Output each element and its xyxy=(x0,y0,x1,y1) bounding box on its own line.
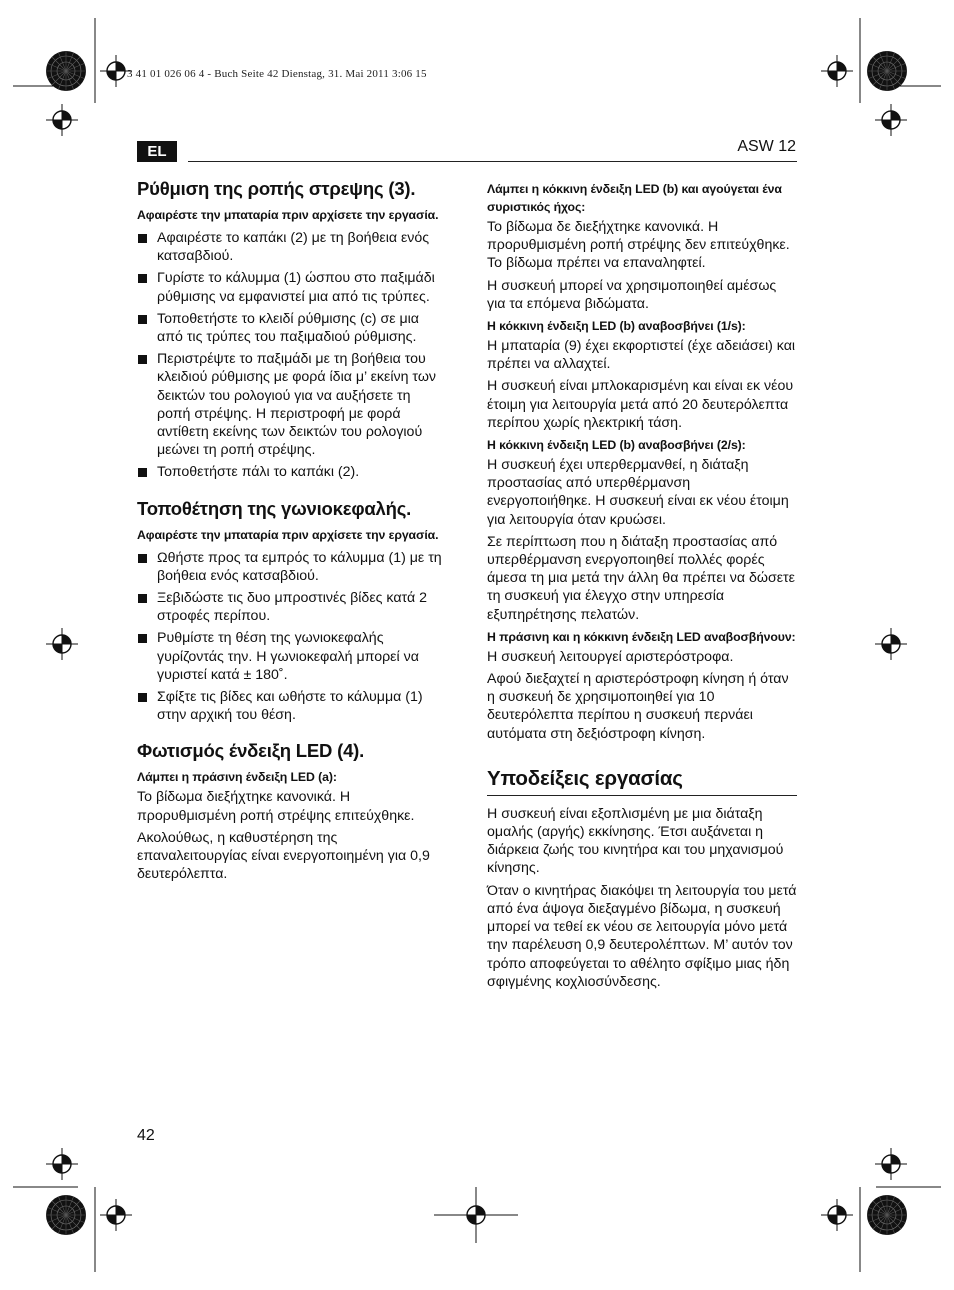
led-red-blink-1s-heading: Η κόκκινη ένδειξη LED (b) αναβοσβήνει (1/s): xyxy=(487,319,746,334)
right-column xyxy=(487,180,797,995)
paragraph: Το βίδωμα διεξήχτηκε κανονικά. Η προρυθμισμένη ροπή στρέψης επιτεύχθηκε. xyxy=(137,789,415,824)
list-item: Τοποθετήστε το κλειδί ρύθμισης (c) σε μια από τις τρύπες του παξιμαδιού ρύθμισης. xyxy=(137,310,442,346)
list-item: Τοποθετήστε πάλι το καπάκι (2). xyxy=(137,463,442,481)
section-title-angle-head: Τοποθέτηση της γωνιοκεφαλής. xyxy=(137,497,412,519)
paragraph: Η μπαταρία (9) έχει εκφορτιστεί (έχε αδειάσει) και πρέπει να αλλαχτεί. xyxy=(487,338,796,373)
section-title-led: Φωτισμός ένδειξη LED (4). xyxy=(137,740,365,762)
list-item: Ξεβιδώστε τις δυο μπροστινές βίδες κατά 2 στροφές περίπου. xyxy=(137,589,442,625)
page-number: 42 xyxy=(137,1127,155,1144)
paragraph: Αφού διεξαχτεί η αριστερόστροφη κίνηση ή όταν η συσκευή δε χρησιμοποιηθεί για 10 δευτερόλεπτα περίπου η συσκευή περνάει αυτόματα στη δεξιόστροφη κίνηση. xyxy=(487,671,789,742)
paragraph: Η συσκευή μπορεί να χρησιμοποιηθεί αμέσως για τα επόμενα βιδώματα. xyxy=(487,277,777,312)
header-rule xyxy=(188,161,797,162)
paragraph: Η συσκευή λειτουργεί αριστερόστροφα. xyxy=(487,648,734,665)
section-title-work-tips: Υποδείξεις εργασίας xyxy=(487,766,683,790)
list-item: Ωθήστε προς τα εμπρός το κάλυμμα (1) με τη βοήθεια ενός κατσαβδιού. xyxy=(137,549,442,585)
paragraph: Ακολούθως, η καθυστέρηση της επαναλειτουργίας είναι ενεργοποιημένη για 0,9 δευτερόλεπτα. xyxy=(137,829,430,883)
list-item: Σφίξτε τις βίδες και ωθήστε το κάλυμμα (1) στην αρχική του θέση. xyxy=(137,688,442,724)
led-green-heading: Λάμπει η πράσινη ένδειξη LED (a): xyxy=(137,770,337,785)
list-item: Αφαιρέστε το καπάκι (2) με τη βοήθεια ενός κατσαβδιού. xyxy=(137,229,442,265)
paragraph: Η συσκευή είναι μπλοκαρισμένη και είναι εκ νέου έτοιμη για λειτουργία μετά από 20 δευτερόλεπτα περίπου χωρίς ηλεκτρική τάση. xyxy=(487,378,794,431)
paragraph: Σε περίπτωση που η διάταξη προστασίας από υπερθέρμανση ενεργοποιηθεί πολλές φορές άμεσα τη μια μετά την άλλη θα πρέπει να δώσετε τη συσκευή για έλεγχο στην υπηρεσία εξυπηρέτησης πελατών. xyxy=(487,533,795,623)
list-item: Περιστρέψτε το παξιμάδι με τη βοήθεια του κλειδιού ρύθμισης με φορά ίδια μ’ εκείνη των δεικτών του ρολογιού για να αυξήσετε τη ροπή στρέψης. Η περιστροφή με φορά αντίθετη εκείνης των δεικτών του ρολογιού μεώνει τη ροπή στρέψης. xyxy=(137,350,442,459)
led-green-red-blink-heading: Η πράσινη και η κόκκινη ένδειξη LED αναβοσβήνουν: xyxy=(487,629,796,644)
left-column xyxy=(137,178,442,887)
list-item: Ρυθμίστε τη θέση της γωνιοκεφαλής γυρίζοντάς την. Η γωνιοκεφαλή μπορεί να γυριστεί κατά ± 180˚. xyxy=(137,629,442,684)
language-badge: EL xyxy=(137,141,177,162)
list-item: Γυρίστε το κάλυμμα (1) ώσπου στο παξιμάδι ρύθμισης να εμφανιστεί μια από τις τρύπες. xyxy=(137,269,442,305)
print-metadata-line: 3 41 01 026 06 4 - Buch Seite 42 Dienstag, 31. Mai 2011 3:06 15 xyxy=(127,68,427,80)
section-title-torque: Ρύθμιση της ροπής στρεψης (3). xyxy=(137,178,416,199)
section-rule xyxy=(487,795,797,796)
paragraph: Όταν ο κινητήρας διακόψει τη λειτουργία του μετά από ένα άψογα διεξαγμένο βίδωμα, η συσκευή μπορεί να τεθεί εκ νέου σε λειτουργία μόνο μετά την παρέλευση 0,9 δευτερολέπτων. Μ’ αυτόν τον τρόπο αποφεύγεται το αθέλητο σφίξιμο μιας ήδη σφιγμένης κοχλιοσύνδεσης. xyxy=(487,882,797,990)
battery-note: Αφαιρέστε την μπαταρία πριν αρχίσετε την εργασία. xyxy=(137,208,439,222)
registration-starburst-top-left xyxy=(46,51,86,91)
battery-note: Αφαιρέστε την μπαταρία πριν αρχίσετε την εργασία. xyxy=(137,527,439,542)
led-red-beep-heading: Λάμπει η κόκκινη ένδειξη LED (b) και αγούγεται ένα συριστικός ήχος: xyxy=(487,182,782,214)
paragraph: Η συσκευή έχει υπερθερμανθεί, η διάταξη προστασίας από υπερθέρμανση ενεργοποιήθηκε. Η συσκευή είναι εκ νέου έτοιμη για λειτουργία όταν κρυώσει. xyxy=(487,457,789,528)
paragraph: Η συσκευή είναι εξοπλισμένη με μια διάταξη ομαλής (αργής) εκκίνησης. Έτσι αυξάνεται η διάρκεια ζωής του κινητήρα και του μηχανισμού κίνησης. xyxy=(487,805,784,877)
model-label: ASW 12 xyxy=(737,138,796,155)
led-red-blink-2s-heading: Η κόκκινη ένδειξη LED (b) αναβοσβήνει (2/s): xyxy=(487,438,746,453)
paragraph: Το βίδωμα δε διεξήχτηκε κανονικά. Η προρυθμισμένη ροπή στρέψης δεν επιτεύχθηκε. Το βίδωμα πρέπει να επαναληφτεί. xyxy=(487,219,790,272)
